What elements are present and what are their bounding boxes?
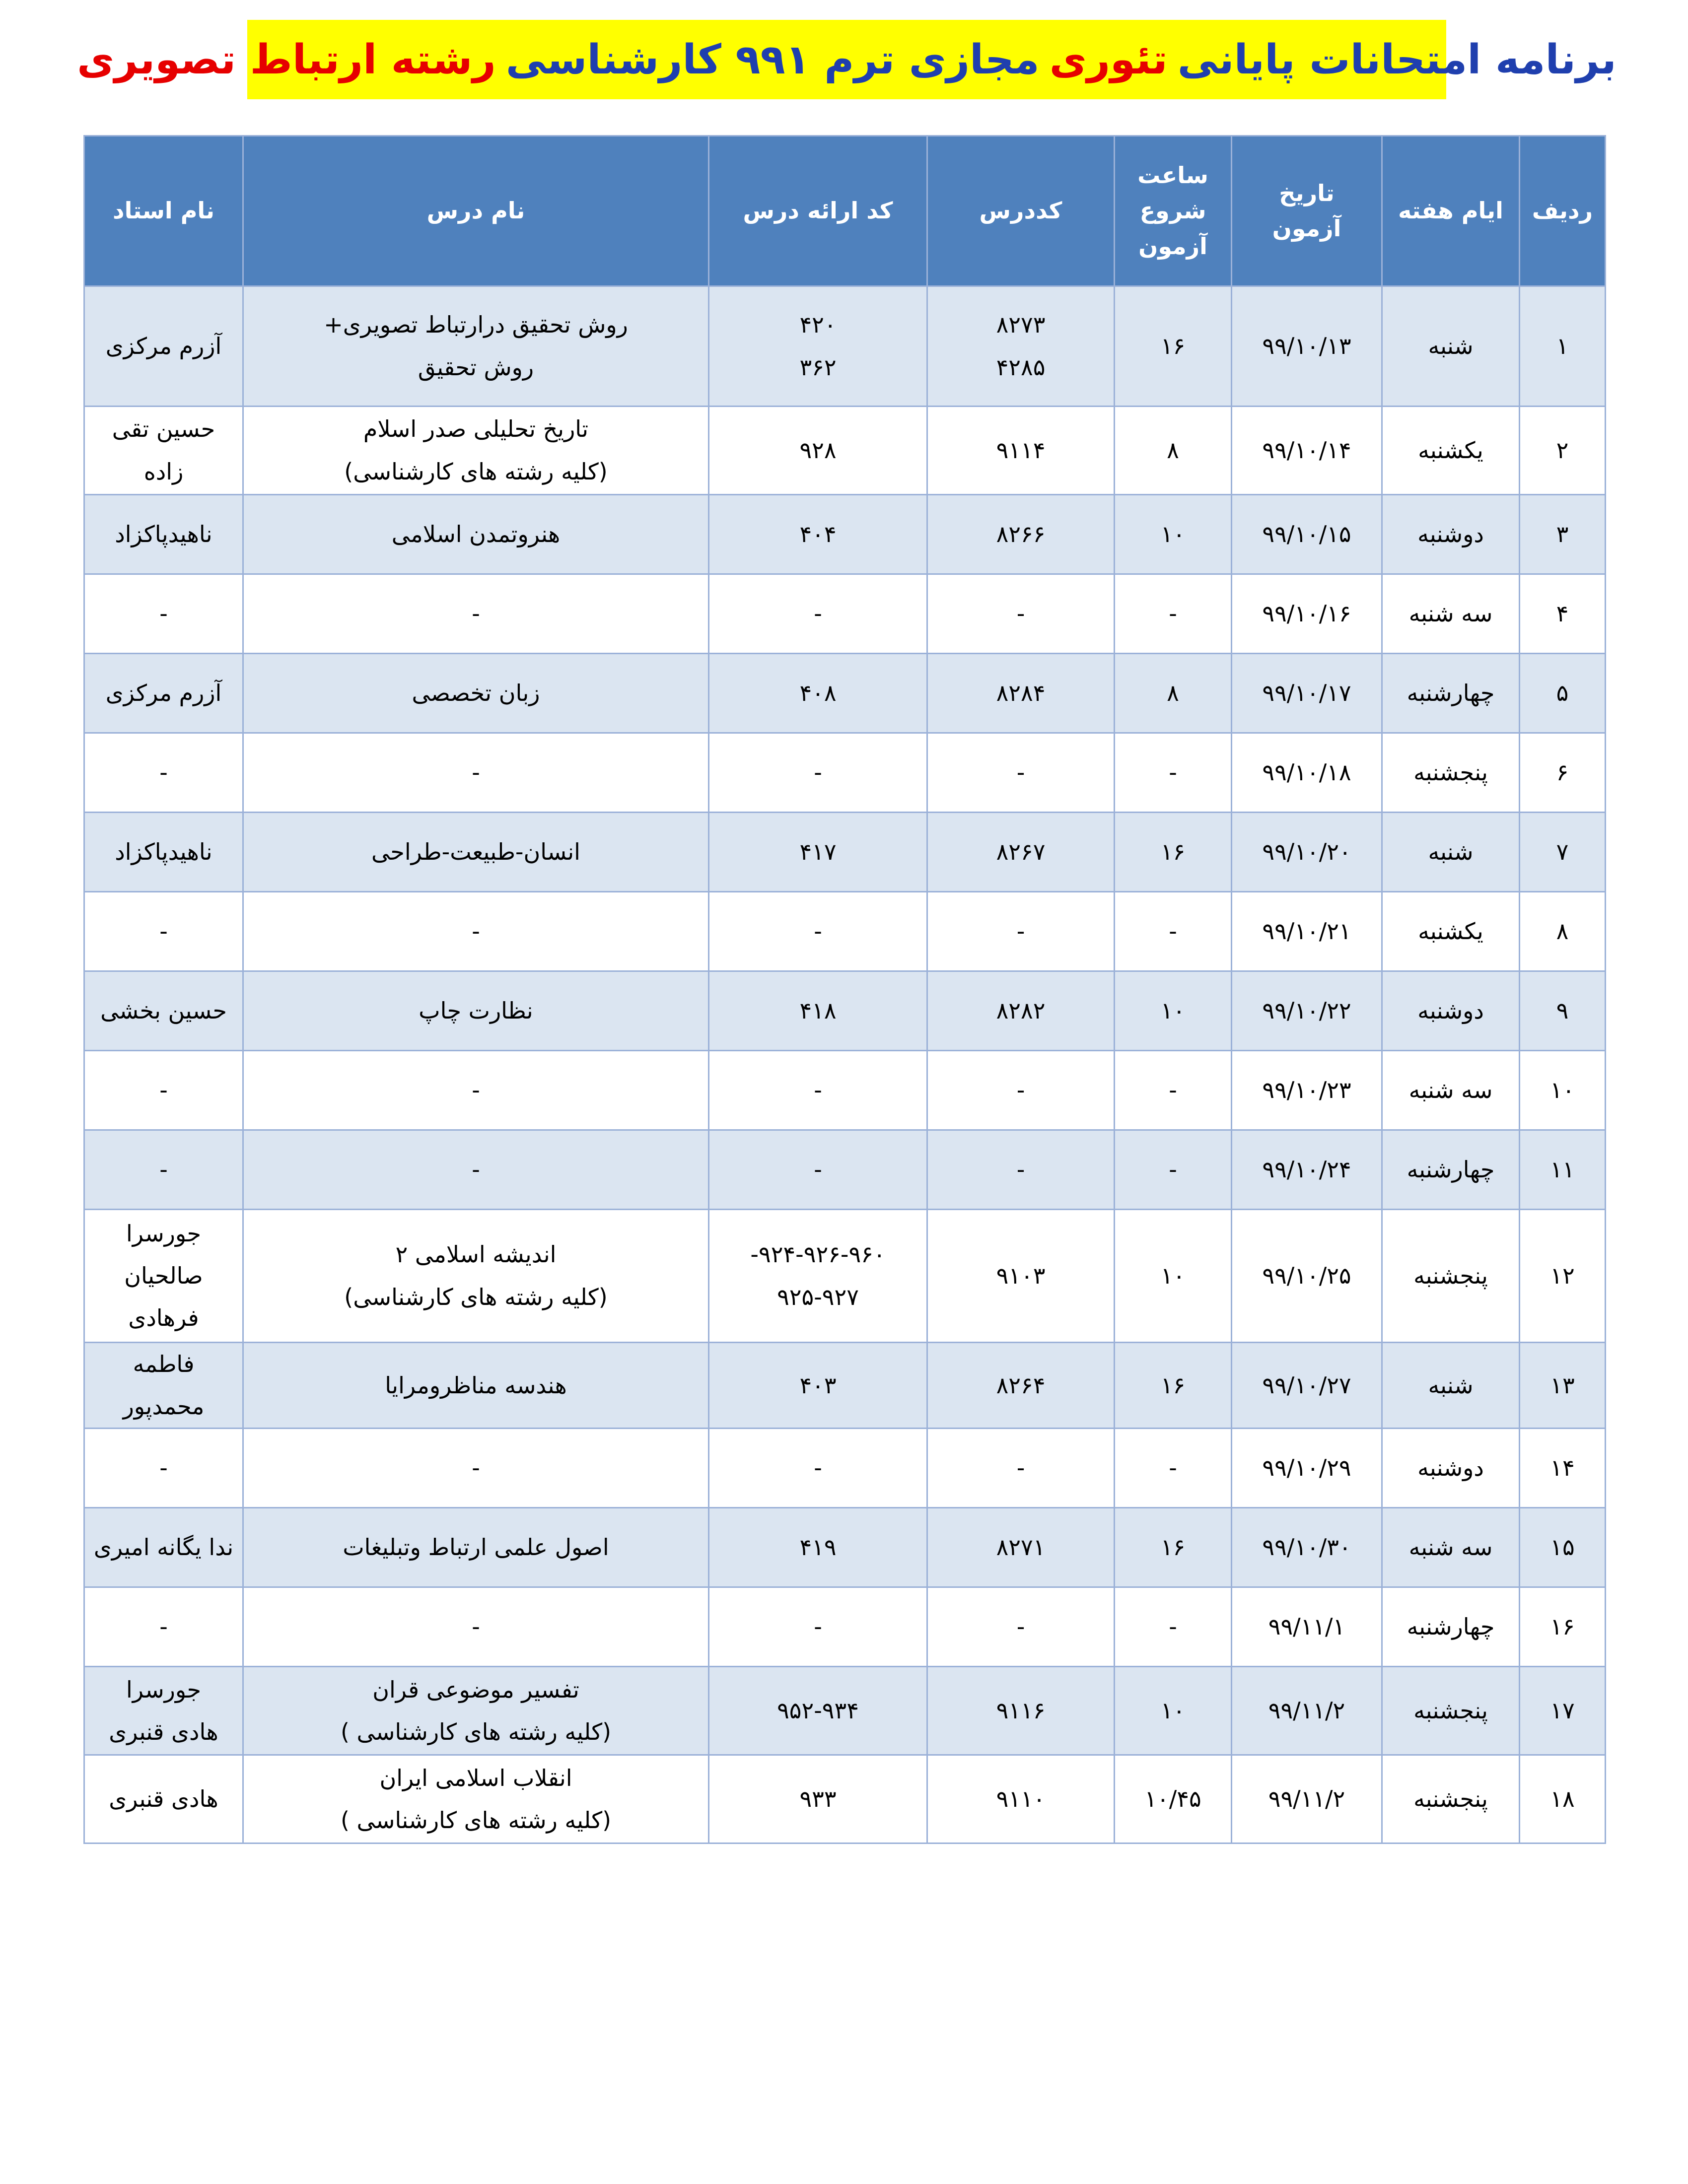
cell-teacher: - [84,1429,243,1508]
cell-day: دوشنبه [1382,495,1520,574]
cell-date: ۹۹/۱۰/۲۵ [1232,1210,1382,1343]
header-course-name: نام درس [243,136,709,286]
cell-course-name: نظارت چاپ [243,971,709,1051]
exam-schedule-table [83,135,1606,1844]
cell-offer-code: ۴۲۰ ۳۶۲ [709,286,927,407]
cell-day: پنجشنبه [1382,1755,1520,1843]
cell-offer-code: ۴۰۴ [709,495,927,574]
cell-row: ۱۶ [1520,1587,1606,1667]
title-part-3: مجازی ترم ۹۹۱ کارشناسی [505,36,1040,83]
cell-time: ۸ [1115,654,1232,733]
cell-day: سه شنبه [1382,574,1520,654]
cell-course-code: ۹۱۱۶ [927,1667,1115,1755]
cell-row: ۱۵ [1520,1508,1606,1587]
table-body [84,286,1606,1843]
cell-offer-code: ۹۵۲-۹۳۴ [709,1667,927,1755]
cell-course-code: ۸۲۸۴ [927,654,1115,733]
cell-row: ۱۳ [1520,1343,1606,1429]
cell-course-name: - [243,1051,709,1130]
cell-course-code: - [927,733,1115,813]
cell-day: شنبه [1382,813,1520,892]
cell-teacher: هادی قنبری [84,1755,243,1843]
cell-time: ۱۶ [1115,1508,1232,1587]
cell-offer-code: - [709,1587,927,1667]
cell-teacher: حسین بخشی [84,971,243,1051]
cell-offer-code: ۴۱۹ [709,1508,927,1587]
cell-teacher: - [84,892,243,971]
cell-teacher: جورسرا هادی قنبری [84,1667,243,1755]
cell-day: شنبه [1382,1343,1520,1429]
cell-row: ۱۷ [1520,1667,1606,1755]
cell-course-name: روش تحقیق درارتباط تصویری+ روش تحقیق [243,286,709,407]
cell-row: ۴ [1520,574,1606,654]
cell-time: ۱۰ [1115,1667,1232,1755]
title-part-1: برنامه امتحانات پایانی [1177,36,1617,83]
cell-date: ۹۹/۱۰/۲۳ [1232,1051,1382,1130]
cell-teacher: - [84,1587,243,1667]
cell-course-code: ۸۲۸۲ [927,971,1115,1051]
cell-date: ۹۹/۱۰/۱۵ [1232,495,1382,574]
cell-time: - [1115,574,1232,654]
cell-course-name: انقلاب اسلامی ایران (کلیه رشته های کارشناسی ) [243,1755,709,1843]
cell-course-name: اصول علمی ارتباط وتبلیغات [243,1508,709,1587]
cell-date: ۹۹/۱۰/۱۳ [1232,286,1382,407]
table-row [84,286,1606,407]
cell-day: دوشنبه [1382,971,1520,1051]
cell-time: ۱۰ [1115,495,1232,574]
cell-offer-code: ۴۰۳ [709,1343,927,1429]
cell-time: - [1115,733,1232,813]
header-time: ساعت شروع آزمون [1115,136,1232,286]
cell-time: - [1115,892,1232,971]
cell-row: ۱۲ [1520,1210,1606,1343]
table-row [84,971,1606,1051]
cell-row: ۶ [1520,733,1606,813]
header-row-number: ردیف [1520,136,1606,286]
cell-teacher: - [84,574,243,654]
cell-date: ۹۹/۱۰/۲۷ [1232,1343,1382,1429]
cell-time: ۱۶ [1115,286,1232,407]
cell-course-code: ۸۲۶۴ [927,1343,1115,1429]
cell-row: ۳ [1520,495,1606,574]
table-row [84,1130,1606,1210]
cell-date: ۹۹/۱۰/۲۴ [1232,1130,1382,1210]
cell-course-code: ۸۲۷۳ ۴۲۸۵ [927,286,1115,407]
cell-day: چهارشنبه [1382,1130,1520,1210]
cell-course-code: ۹۱۱۴ [927,407,1115,495]
cell-course-name: تفسیر موضوعی قران (کلیه رشته های کارشناسی ) [243,1667,709,1755]
table-row [84,1429,1606,1508]
cell-day: پنجشنبه [1382,1210,1520,1343]
cell-offer-code: ۴۱۸ [709,971,927,1051]
cell-course-name: هندسه مناظرومرایا [243,1343,709,1429]
cell-course-code: - [927,574,1115,654]
cell-date: ۹۹/۱۱/۲ [1232,1755,1382,1843]
cell-day: چهارشنبه [1382,654,1520,733]
cell-offer-code: ۹۲۸ [709,407,927,495]
title-part-2: تئوری [1049,36,1168,83]
cell-course-code: ۸۲۶۶ [927,495,1115,574]
cell-row: ۱ [1520,286,1606,407]
cell-course-code: - [927,1130,1115,1210]
cell-course-name: - [243,1587,709,1667]
cell-time: ۱۰ [1115,1210,1232,1343]
cell-time: - [1115,1051,1232,1130]
cell-date: ۹۹/۱۰/۱۶ [1232,574,1382,654]
cell-offer-code: ۴۱۷ [709,813,927,892]
header-teacher: نام استاد [84,136,243,286]
cell-day: شنبه [1382,286,1520,407]
cell-date: ۹۹/۱۰/۱۴ [1232,407,1382,495]
cell-date: ۹۹/۱۰/۲۹ [1232,1429,1382,1508]
cell-day: دوشنبه [1382,1429,1520,1508]
cell-course-name: - [243,733,709,813]
cell-row: ۸ [1520,892,1606,971]
cell-day: پنجشنبه [1382,733,1520,813]
table-row [84,574,1606,654]
table-row [84,654,1606,733]
cell-course-code: - [927,1429,1115,1508]
cell-teacher: حسین تقی زاده [84,407,243,495]
cell-course-name: - [243,892,709,971]
cell-row: ۱۸ [1520,1755,1606,1843]
cell-teacher: فاطمه محمدپور [84,1343,243,1429]
table-row [84,1667,1606,1755]
cell-row: ۷ [1520,813,1606,892]
cell-day: یکشنبه [1382,407,1520,495]
header-course-code: کددرس [927,136,1115,286]
cell-date: ۹۹/۱۱/۱ [1232,1587,1382,1667]
cell-offer-code: - [709,733,927,813]
cell-date: ۹۹/۱۰/۲۲ [1232,971,1382,1051]
cell-teacher: آزرم مرکزی [84,654,243,733]
table-row [84,1508,1606,1587]
cell-course-code: - [927,1051,1115,1130]
cell-course-name: انسان-طبیعت-طراحی [243,813,709,892]
header-date: تاریخ آزمون [1232,136,1382,286]
cell-offer-code: - [709,1429,927,1508]
cell-offer-code: ۴۰۸ [709,654,927,733]
table-row [84,892,1606,971]
cell-course-name: - [243,574,709,654]
cell-offer-code: ۹۲۴-۹۲۶-۹۶۰- ۹۲۵-۹۲۷ [709,1210,927,1343]
header-day: ایام هفته [1382,136,1520,286]
table-row [84,1755,1606,1843]
cell-offer-code: - [709,892,927,971]
cell-day: یکشنبه [1382,892,1520,971]
table-row [84,733,1606,813]
cell-time: ۱۶ [1115,1343,1232,1429]
cell-course-name: - [243,1130,709,1210]
cell-course-name: زبان تخصصی [243,654,709,733]
cell-course-name: تاریخ تحلیلی صدر اسلام (کلیه رشته های کارشناسی) [243,407,709,495]
cell-course-code: - [927,1587,1115,1667]
cell-teacher: - [84,1130,243,1210]
cell-offer-code: - [709,574,927,654]
cell-row: ۹ [1520,971,1606,1051]
cell-time: ۱۶ [1115,813,1232,892]
cell-teacher: - [84,733,243,813]
header-offer-code: کد ارائه درس [709,136,927,286]
cell-time: - [1115,1429,1232,1508]
table-row [84,1343,1606,1429]
cell-time: ۸ [1115,407,1232,495]
cell-row: ۱۴ [1520,1429,1606,1508]
cell-course-code: ۹۱۰۳ [927,1210,1115,1343]
table-row [84,813,1606,892]
cell-teacher: ناهیدپاکزاد [84,495,243,574]
cell-course-name: - [243,1429,709,1508]
cell-day: سه شنبه [1382,1051,1520,1130]
cell-course-name: اندیشه اسلامی ۲ (کلیه رشته های کارشناسی) [243,1210,709,1343]
cell-teacher: ناهیدپاکزاد [84,813,243,892]
cell-date: ۹۹/۱۰/۳۰ [1232,1508,1382,1587]
cell-day: چهارشنبه [1382,1587,1520,1667]
cell-date: ۹۹/۱۰/۱۸ [1232,733,1382,813]
cell-teacher: - [84,1051,243,1130]
title-part-4: رشته ارتباط تصویری [77,36,496,83]
cell-teacher: جورسرا صالحیان فرهادی [84,1210,243,1343]
table-row [84,1051,1606,1130]
cell-course-code: ۸۲۶۷ [927,813,1115,892]
table-row [84,1210,1606,1343]
cell-day: پنجشنبه [1382,1667,1520,1755]
cell-time: ۱۰/۴۵ [1115,1755,1232,1843]
cell-date: ۹۹/۱۰/۲۰ [1232,813,1382,892]
cell-row: ۱۱ [1520,1130,1606,1210]
cell-course-code: ۸۲۷۱ [927,1508,1115,1587]
table-row [84,407,1606,495]
cell-offer-code: - [709,1051,927,1130]
cell-time: - [1115,1587,1232,1667]
cell-row: ۲ [1520,407,1606,495]
cell-teacher: ندا یگانه امیری [84,1508,243,1587]
table-header-row [84,136,1606,286]
cell-offer-code: ۹۳۳ [709,1755,927,1843]
cell-teacher: آزرم مرکزی [84,286,243,407]
cell-course-code: ۹۱۱۰ [927,1755,1115,1843]
cell-date: ۹۹/۱۰/۱۷ [1232,654,1382,733]
cell-time: ۱۰ [1115,971,1232,1051]
cell-offer-code: - [709,1130,927,1210]
table-row [84,495,1606,574]
cell-date: ۹۹/۱۱/۲ [1232,1667,1382,1755]
cell-course-name: هنروتمدن اسلامی [243,495,709,574]
cell-course-code: - [927,892,1115,971]
cell-time: - [1115,1130,1232,1210]
cell-row: ۱۰ [1520,1051,1606,1130]
table-row [84,1587,1606,1667]
page-title [77,20,1617,99]
cell-row: ۵ [1520,654,1606,733]
cell-date: ۹۹/۱۰/۲۱ [1232,892,1382,971]
cell-day: سه شنبه [1382,1508,1520,1587]
